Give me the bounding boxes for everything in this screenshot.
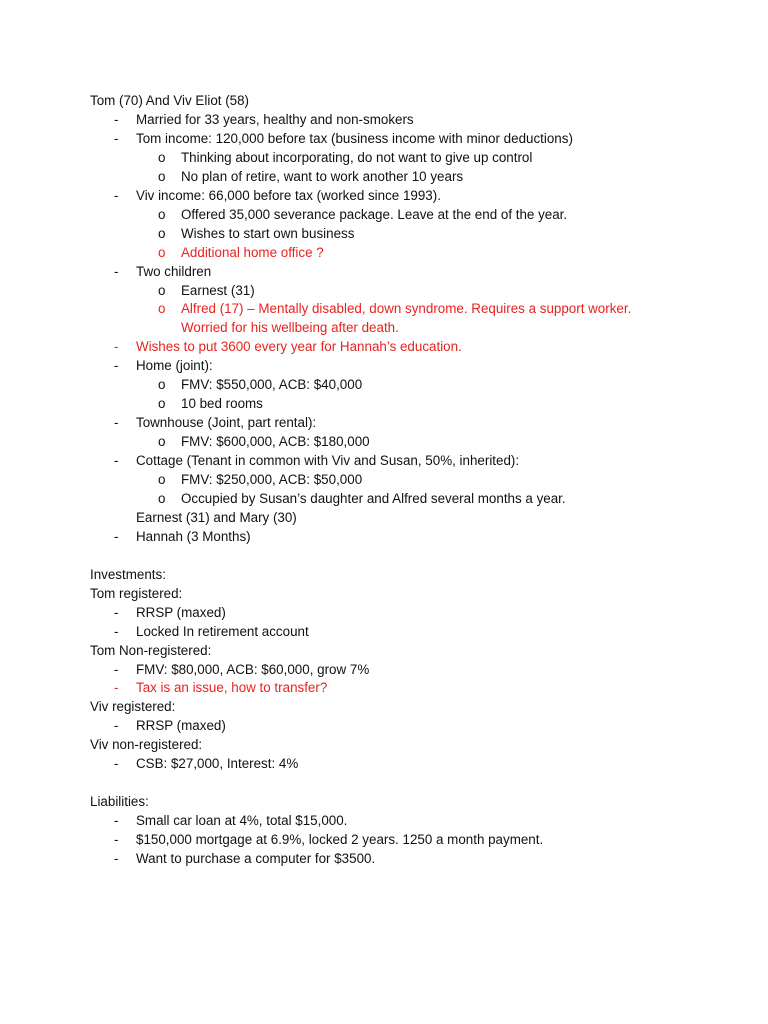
line-text: Alfred (17) – Mentally disabled, down syndrome. Requires a support worker. (181, 301, 632, 317)
line-text: Want to purchase a computer for $3500. (136, 851, 376, 866)
dash-bullet: - (114, 130, 119, 146)
dash-bullet: - (114, 187, 119, 203)
dash-bullet: - (114, 851, 119, 866)
line-text: Worried for his wellbeing after death. (181, 320, 399, 336)
circle-bullet: o (158, 396, 166, 412)
dash-bullet: - (114, 453, 119, 469)
line-text: Tom Non-registered: (90, 642, 212, 658)
circle-bullet: o (158, 301, 166, 317)
dash-bullet: - (114, 623, 119, 639)
line-text: Investments: (90, 566, 166, 582)
line-text: Tom registered: (90, 585, 183, 601)
line-text: Wishes to start own business (181, 225, 355, 241)
line-text: Offered 35,000 severance package. Leave at the end of the year. (181, 206, 568, 222)
circle-bullet: o (158, 434, 166, 450)
circle-bullet: o (158, 472, 166, 487)
line-text: Small car loan at 4%, total $15,000. (136, 813, 348, 829)
dash-bullet: - (114, 718, 119, 734)
dash-bullet: - (114, 358, 119, 374)
dash-bullet: - (114, 813, 119, 829)
line-text: Townhouse (Joint, part rental): (136, 415, 317, 431)
circle-bullet: o (158, 225, 166, 241)
circle-bullet: o (158, 168, 166, 184)
line-text: FMV: $250,000, ACB: $50,000 (181, 472, 363, 487)
line-text: Earnest (31) (181, 282, 255, 298)
line-text: Home (joint): (136, 358, 213, 374)
circle-bullet: o (158, 377, 166, 393)
line-text: Occupied by Susan’s daughter and Alfred several months a year. (181, 490, 566, 506)
line-text: Hannah (3 Months) (136, 528, 251, 544)
line-text: Married for 33 years, healthy and non-smokers (136, 112, 414, 127)
line-text: Thinking about incorporating, do not want to give up control (181, 149, 533, 165)
circle-bullet: o (158, 282, 166, 298)
line-text: Cottage (Tenant in common with Viv and Susan, 50%, inherited): (136, 453, 520, 469)
line-text: CSB: $27,000, Interest: 4% (136, 756, 299, 772)
circle-bullet: o (158, 149, 166, 165)
dash-bullet: - (114, 528, 119, 544)
line-text: Tom (70) And Viv Eliot (58) (90, 93, 250, 108)
line-text: FMV: $600,000, ACB: $180,000 (181, 434, 370, 450)
line-text: Locked In retirement account (136, 623, 309, 639)
dash-bullet: - (114, 832, 119, 847)
dash-bullet: - (114, 604, 119, 620)
line-text: Additional home office ? (181, 244, 324, 260)
circle-bullet: o (158, 490, 166, 506)
line-text: Two children (136, 263, 212, 279)
line-text: Wishes to put 3600 every year for Hannah’s education. (136, 339, 462, 355)
dash-bullet: - (114, 415, 119, 431)
line-text: No plan of retire, want to work another 10 years (181, 168, 464, 184)
dash-bullet: - (114, 339, 119, 355)
line-text: RRSP (maxed) (136, 604, 226, 620)
line-text: Tax is an issue, how to transfer? (136, 680, 328, 696)
line-text: Earnest (31) and Mary (30) (136, 509, 297, 525)
dash-bullet: - (114, 756, 119, 772)
dash-bullet: - (114, 263, 119, 279)
dash-bullet: - (114, 661, 119, 677)
line-text: Liabilities: (90, 794, 149, 810)
line-text: Viv registered: (90, 699, 176, 715)
circle-bullet: o (158, 206, 166, 222)
line-text: Viv non-registered: (90, 737, 203, 753)
line-text: FMV: $550,000, ACB: $40,000 (181, 377, 363, 393)
line-text: Tom income: 120,000 before tax (business income with minor deductions) (136, 130, 573, 146)
line-text: Viv income: 66,000 before tax (worked since 1993). (136, 187, 441, 203)
line-text: 10 bed rooms (181, 396, 263, 412)
line-text: FMV: $80,000, ACB: $60,000, grow 7% (136, 661, 370, 677)
dash-bullet: - (114, 112, 119, 127)
line-text: RRSP (maxed) (136, 718, 226, 734)
dash-bullet: - (114, 680, 119, 696)
line-text: $150,000 mortgage at 6.9%, locked 2 years. 1250 a month payment. (136, 832, 544, 847)
circle-bullet: o (158, 244, 166, 260)
